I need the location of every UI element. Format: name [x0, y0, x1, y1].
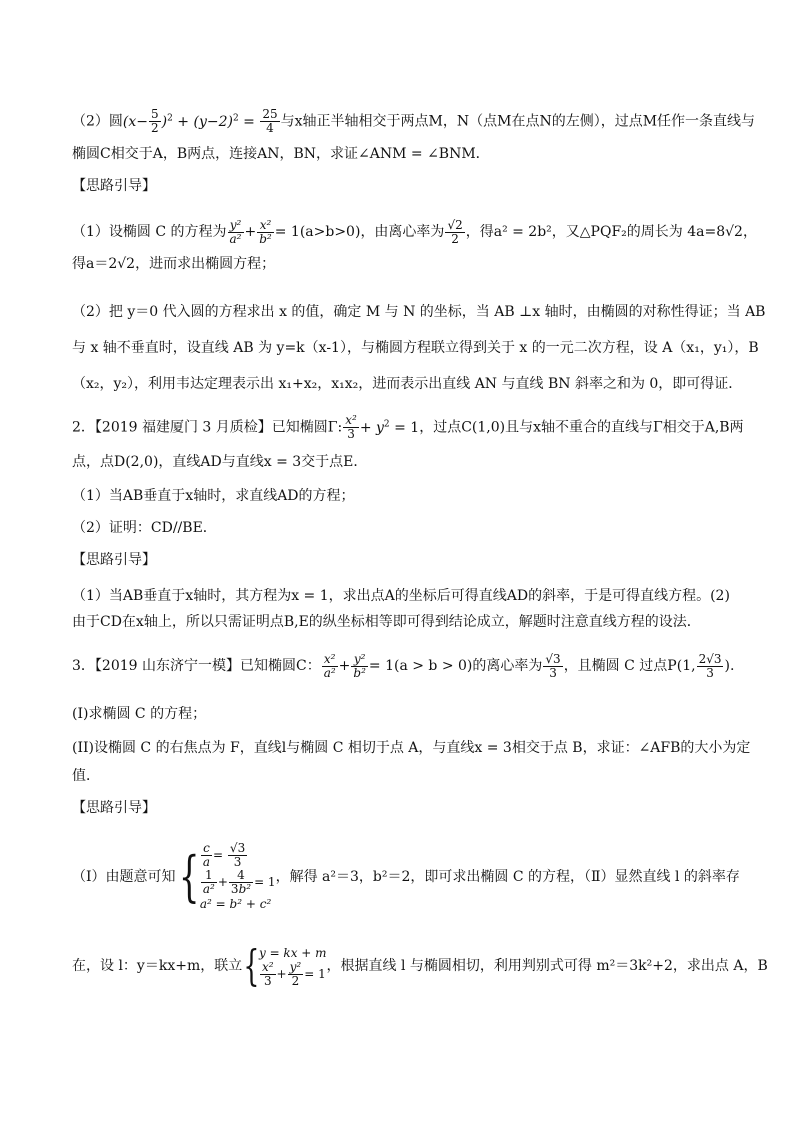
hint-1-line-5: （x₂，y₂），利用韦达定理表示出 x₁+x₂，x₁x₂，进而表示出直线 AN 与直线 BN 斜率之和为 0，即可得证．	[72, 376, 743, 392]
circle-equation: (x− $\frac{5}{2}$ )$^2 + (y-2)^2$ = $\frac{25}{4}$	[122, 107, 278, 136]
hint-1-line-2: 得a＝2√2，进而求出椭圆方程；	[72, 256, 276, 272]
ellipse-equation: $\frac{\text{y²}}{\text{a²}}$ + $\frac{\text{x²}}{\text{b²}}$ = 1(a>b>0)	[229, 217, 361, 246]
section-heading-hint-1: 【思路引导】	[72, 178, 156, 194]
hint-2-line-1: （1）当AB垂直于x轴时，其方程为x = 1，求出点A的坐标后可得直线AD的斜率，于是可得直线方程。(2)	[72, 588, 730, 604]
section-heading-hint-2: 【思路引导】	[72, 552, 156, 568]
problem-2019-xiamen-line-2: 点，点D(2,0)，直线AD与直线x = 3交于点E．	[72, 454, 368, 470]
problem-2019-jining-line-1: 3．【2019 山东济宁一模】已知椭圆C： $\frac{\text{x²}}{\text{a²}}$ + $\frac{\text{y²}}{\text{b²}}$ = 1(a > b > 0)的离心率为 $\frac{√3}{3}$ ，且椭圆 C 过点P(1, $\frac{2√3}{3}$ ).	[72, 651, 735, 680]
hint-3-line-2: 在，设 l：y＝kx+m，联立{ y = kx + m $\frac{\text{x²}}{3}$ + $\frac{\text{y²}}{2}$ = 1 ，根据直线 l 与椭圆相切，利用判别式可得 m²＝3k²+2，求出点 A，B	[72, 941, 768, 990]
problem-2019-jining-part-2-cont: 值．	[72, 768, 100, 784]
section-heading-hint-3: 【思路引导】	[72, 800, 156, 816]
point-p-coordinates: (1, $\frac{2√3}{3}$ ).	[676, 651, 735, 680]
problem-2-line-2: 椭圆C相交于A，B两点，连接AN，BN，求证∠ANM = ∠BNM．	[72, 146, 490, 162]
hint-3-line-1: （Ⅰ）由题意可知{ $\frac{c}{a}$ = $\frac{√3}{3}$ $\frac{1}{\text{a²}}$ + $\frac{4}{\text{3b²}}$ = 1 a² = b² + c² ，解得 a²＝3，b²＝2，即可求出椭圆 C 的方程，（Ⅱ）显然直线 l 的斜率存	[72, 841, 740, 911]
problem-2019-xiamen-part-1: （1）当AB垂直于x轴时，求直线AD的方程；	[72, 488, 355, 504]
problem-2-line-1: （2）圆(x− $\frac{5}{2}$ )$^2 + (y-2)^2$ = $\frac{25}{4}$ 与x轴正半轴相交于两点M，N（点M在点N的左侧），过点M任作一条直线与	[72, 107, 756, 136]
problem-2019-xiamen-part-2: （2）证明：CD//BE．	[72, 520, 217, 536]
hint-2-line-2: 由于CD在x轴上，所以只需证明点B,E的纵坐标相等即可得到结论成立，解题时注意直线方程的设法．	[72, 614, 701, 630]
hint-1-line-4: 与 x 轴不垂直时，设直线 AB 为 y=k（x-1），与椭圆方程联立得到关于 x 的一元二次方程，设 A（x₁，y₁），B	[72, 340, 759, 356]
system-brace-2: {	[243, 941, 260, 990]
hint-1-line-3: （2）把 y＝0 代入圆的方程求出 x 的值，确定 M 与 N 的坐标，当 AB ⊥x 轴时，由椭圆的对称性得证；当 AB	[72, 304, 766, 320]
eccentricity-fraction-2: $\frac{√3}{3}$	[545, 651, 561, 680]
hint-1-line-1: （1）设椭圆 C 的方程为 $\frac{\text{y²}}{\text{a²}}$ + $\frac{\text{x²}}{\text{b²}}$ = 1(a>b>0)，由离心率为 $\frac{√2}{2}$ ，得a² = 2b²，又△PQF₂的周长为 4a=8√2，	[72, 217, 757, 246]
gamma-equation: $\frac{\text{x²}}{3}$ + $y^2 = 1$	[345, 413, 420, 442]
problem-2019-jining-part-1: (I)求椭圆 C 的方程；	[72, 706, 207, 722]
system-brace: {	[178, 845, 200, 908]
equation-system-2: y = kx + m $\frac{\text{x²}}{3}$ + $\frac{\text{y²}}{2}$ = 1	[258, 945, 327, 988]
problem-2019-xiamen-line-1: 2．【2019 福建厦门 3 月质检】已知椭圆Γ: $\frac{\text{x²}}{3}$ + $y^2 = 1$，过点C(1,0)且与x轴不重合的直线与Γ相交于A,B两	[72, 413, 744, 442]
ellipse-c-equation: $\frac{\text{x²}}{\text{a²}}$ + $\frac{\text{y²}}{\text{b²}}$ = 1(a > b > 0)	[323, 651, 473, 680]
equation-system-1: $\frac{c}{a}$ = $\frac{√3}{3}$ $\frac{1}{\text{a²}}$ + $\frac{4}{\text{3b²}}$ = 1 a² = b² + c²	[199, 841, 276, 911]
problem-2019-jining-part-2: (II)设椭圆 C 的右焦点为 F，直线l与椭圆 C 相切于点 A，与直线x = 3相交于点 B，求证：∠AFB的大小为定	[72, 740, 751, 756]
eccentricity-fraction: $\frac{√2}{2}$	[447, 217, 463, 246]
